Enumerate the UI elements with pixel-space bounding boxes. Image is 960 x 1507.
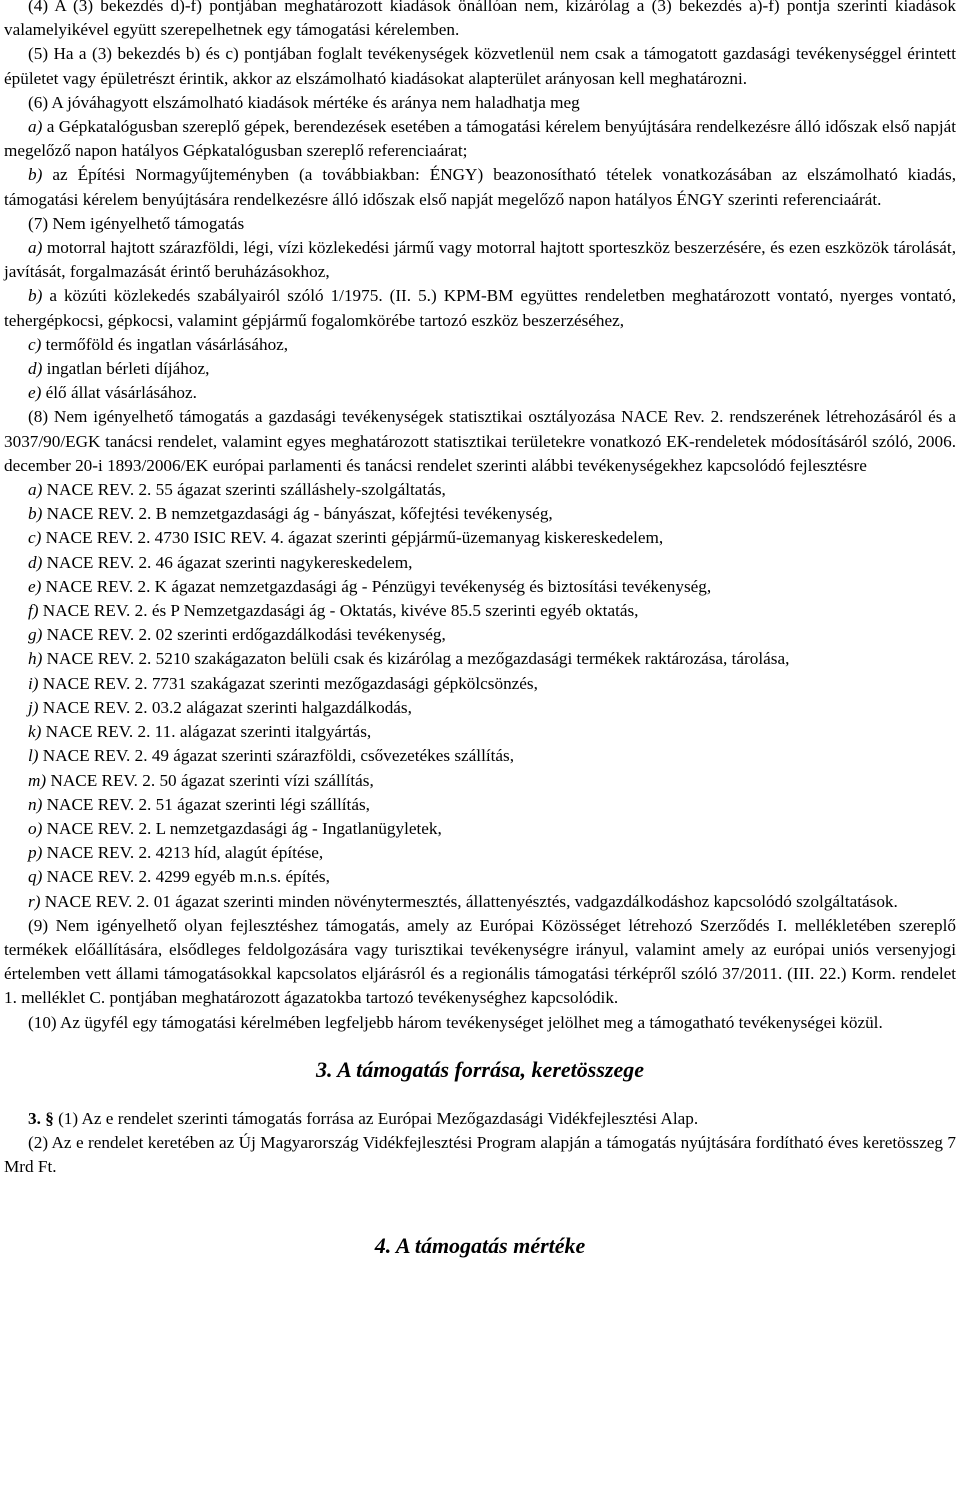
paragraph-10: (10) Az ügyfél egy támogatási kérelmében legfeljebb három tevékenységet jelölhet meg a támogatható tevékenységei közül.	[28, 1012, 883, 1032]
paragraph-8-b	[4, 502, 956, 526]
list-item-text: NACE REV. 2. B nemzetgazdasági ág - bányászat, kőfejtési tevékenység,	[46, 504, 553, 524]
list-item-text: termőföld és ingatlan vásárlásához,	[45, 334, 289, 354]
list-marker: m)	[28, 770, 47, 790]
paragraph-8-e	[4, 575, 956, 599]
list-item-text: az Építési Normagyűjteményben (a továbbiakban: ÉNGY) beazonosítható tételek vonatkozásában az elszámolható kiadás, támogatási kérelem benyújtására rendelkezésre álló időszak első napját megelőző napon hatályos ÉNGY szerinti referenciaárát.	[4, 165, 956, 209]
list-item-text: motorral hajtott szárazföldi, légi, vízi közlekedési jármű vagy motorral hajtott sporteszköz beszerzésére, és ezen eszközök tárolását, javítását, forgalmazását érintő beruházásokhoz,	[4, 238, 957, 282]
list-item-text: NACE REV. 2. 50 ágazat szerinti vízi szállítás,	[50, 770, 374, 790]
paragraph-8-g	[4, 623, 956, 647]
list-marker: j)	[28, 697, 39, 717]
list-item-text: NACE REV. 2. 49 ágazat szerinti szárazföldi, csővezetékes szállítás,	[42, 746, 515, 766]
section-3-paragraph-1	[4, 1107, 956, 1131]
section-heading-4: 4. A támogatás mértéke	[374, 1233, 586, 1259]
list-item-text: ingatlan bérleti díjához,	[46, 359, 210, 379]
paragraph-6-b	[4, 163, 956, 211]
list-item-text: a Gépkatalógusban szereplő gépek, berendezések esetében a támogatási kérelem benyújtására rendelkezésre álló időszak első napját megelőző napon hatályos Gépkatalógusban szereplő referenciaárat;	[4, 117, 957, 161]
list-item-text: NACE REV. 2. 7731 szakágazat szerinti mezőgazdasági gépkölcsönzés,	[42, 673, 538, 693]
paragraph-6: (6) A jóváhagyott elszámolható kiadások mértéke és aránya nem haladhatja meg	[28, 92, 580, 112]
paragraph-8-m	[4, 769, 956, 793]
paragraph-8: (8) Nem igényelhető támogatás a gazdasági tevékenységek statisztikai osztályozása NACE Rev. 2. rendszerének létrehozásáról és a 3037/90/EGK tanácsi rendelet, valamint egyes meghatározott statisztikai területekre vonatkozó EK-rendeletek módosításáról szóló, 2006. december 20-i 1893/2006/EK európai parlamenti és tanácsi rendelet szerinti alábbi tevékenységekhez kapcsolódó fejlesztésre	[4, 407, 956, 475]
paragraph-8-a	[4, 478, 956, 502]
paragraph-8-k	[4, 720, 956, 744]
list-marker: q)	[28, 867, 43, 887]
paragraph-7-c	[4, 333, 956, 357]
paragraph-8-c	[4, 526, 956, 550]
list-marker: b)	[28, 504, 43, 524]
paragraph-8-q	[4, 865, 956, 889]
section-3-text-1: (1) Az e rendelet szerinti támogatás forrása az Európai Mezőgazdasági Vidékfejlesztési Alap.	[58, 1108, 699, 1128]
list-item-text: NACE REV. 2. 51 ágazat szerinti légi szállítás,	[46, 794, 370, 814]
paragraph-8-p	[4, 841, 956, 865]
list-item-text: NACE REV. 2. K ágazat nemzetgazdasági ág - Pénzügyi tevékenység és biztosítási tevékenység,	[45, 576, 712, 596]
list-marker: a)	[28, 480, 43, 500]
list-item-text: NACE REV. 2. 03.2 alágazat szerinti halgazdálkodás,	[42, 697, 412, 717]
list-item-text: NACE REV. 2. 4730 ISIC REV. 4. ágazat szerinti gépjármű-üzemanyag kiskereskedelem,	[45, 528, 664, 548]
section-number: 3.	[28, 1108, 41, 1128]
list-marker: p)	[28, 843, 43, 863]
list-marker: a)	[28, 238, 43, 258]
paragraph-8-i	[4, 672, 956, 696]
paragraph-7: (7) Nem igényelhető támogatás	[28, 213, 245, 233]
list-marker: k)	[28, 722, 42, 742]
list-marker: c)	[28, 334, 42, 354]
list-marker: e)	[28, 576, 42, 596]
list-marker: g)	[28, 625, 43, 645]
list-marker: l)	[28, 746, 39, 766]
list-marker: r)	[28, 891, 41, 911]
paragraph-4: (4) A (3) bekezdés d)-f) pontjában meghatározott kiadások önállóan nem, kizárólag a (3) bekezdés a)-f) pontja szerinti kiadások valamelyikével együtt szerepelhetnek egy támogatási kérelemben.	[4, 0, 956, 40]
paragraph-8-h	[4, 647, 956, 671]
paragraph-8-n	[4, 793, 956, 817]
list-marker: i)	[28, 673, 39, 693]
list-marker: c)	[28, 528, 42, 548]
list-marker: d)	[28, 552, 43, 572]
paragraph-5: (5) Ha a (3) bekezdés b) és c) pontjában foglalt tevékenységek közvetlenül nem csak a támogatott gazdasági tevékenységgel érintett épületet vagy épületrészt érintik, akkor az elszámolható kiadásokat alapterület arányosan kell meghatározni.	[4, 44, 956, 88]
section-3-paragraph-2: (2) Az e rendelet keretében az Új Magyarország Vidékfejlesztési Program alapján a támogatás nyújtására fordítható éves keretösszeg 7 Mrd Ft.	[4, 1132, 956, 1177]
list-marker: n)	[28, 794, 43, 814]
document-body	[4, 0, 956, 1261]
paragraph-8-j	[4, 696, 956, 720]
list-item-text: NACE REV. 2. 02 szerinti erdőgazdálkodási tevékenység,	[46, 625, 446, 645]
paragraph-7-b	[4, 284, 956, 332]
list-item-text: a közúti közlekedés szabályairól szóló 1/1975. (II. 5.) KPM-BM együttes rendeletben meghatározott vontató, nyerges vontató, tehergépkocsi, gépkocsi, valamint gépjármű fogalomkörébe tartozó eszköz beszerzéséhez,	[4, 286, 956, 330]
list-item-text: NACE REV. 2. 01 ágazat szerinti minden növénytermesztés, állattenyésztés, vadgazdálkodáshoz kapcsolódó szolgáltatások.	[44, 891, 898, 911]
paragraph-8-f	[4, 599, 956, 623]
paragraph-6-a	[4, 115, 956, 163]
paragraph-7-a	[4, 236, 956, 284]
list-marker: d)	[28, 359, 43, 379]
list-item-text: NACE REV. 2. 4213 híd, alagút építése,	[46, 843, 324, 863]
list-item-text: NACE REV. 2. 11. alágazat szerinti italgyártás,	[45, 722, 372, 742]
list-item-text: NACE REV. 2. 55 ágazat szerinti szálláshely-szolgáltatás,	[46, 480, 446, 500]
list-item-text: élő állat vásárlásához.	[45, 383, 197, 403]
section-heading-3: 3. A támogatás forrása, keretösszege	[316, 1056, 644, 1082]
paragraph-7-e	[4, 381, 956, 405]
section-symbol: §	[45, 1108, 54, 1128]
paragraph-8-r	[4, 890, 956, 914]
list-marker: b)	[28, 286, 43, 306]
list-marker: h)	[28, 649, 43, 669]
list-item-text: NACE REV. 2. 4299 egyéb m.n.s. építés,	[46, 867, 330, 887]
paragraph-8-d	[4, 551, 956, 575]
list-item-text: NACE REV. 2. L nemzetgazdasági ág - Ingatlanügyletek,	[46, 818, 442, 838]
list-marker: f)	[28, 601, 39, 621]
list-item-text: NACE REV. 2. és P Nemzetgazdasági ág - Oktatás, kivéve 85.5 szerinti egyéb oktatás,	[42, 601, 639, 621]
paragraph-7-d	[4, 357, 956, 381]
list-item-text: NACE REV. 2. 46 ágazat szerinti nagykereskedelem,	[46, 552, 413, 572]
list-marker: o)	[28, 818, 43, 838]
list-marker: a)	[28, 117, 43, 137]
paragraph-8-o	[4, 817, 956, 841]
list-marker: b)	[28, 165, 43, 185]
paragraph-8-l	[4, 744, 956, 768]
list-item-text: NACE REV. 2. 5210 szakágazaton belüli csak és kizárólag a mezőgazdasági termékek raktározása, tárolása,	[46, 649, 790, 669]
paragraph-9: (9) Nem igényelhető olyan fejlesztéshez támogatás, amely az Európai Közösséget létrehozó Szerződés I. mellékletében szereplő termékek előállítására, elsődleges feldolgozására vagy turisztikai tevékenységre irányul, valamint amely az európai uniós versenyjogi értelemben vett állami támogatásokkal kapcsolatos eljárásról és a regionális támogatási térképről szóló 37/2011. (III. 22.) Korm. rendelet 1. melléklet C. pontjában meghatározott ágazatokba tartozó tevékenységhez kapcsolódik.	[4, 915, 956, 1008]
list-marker: e)	[28, 383, 42, 403]
